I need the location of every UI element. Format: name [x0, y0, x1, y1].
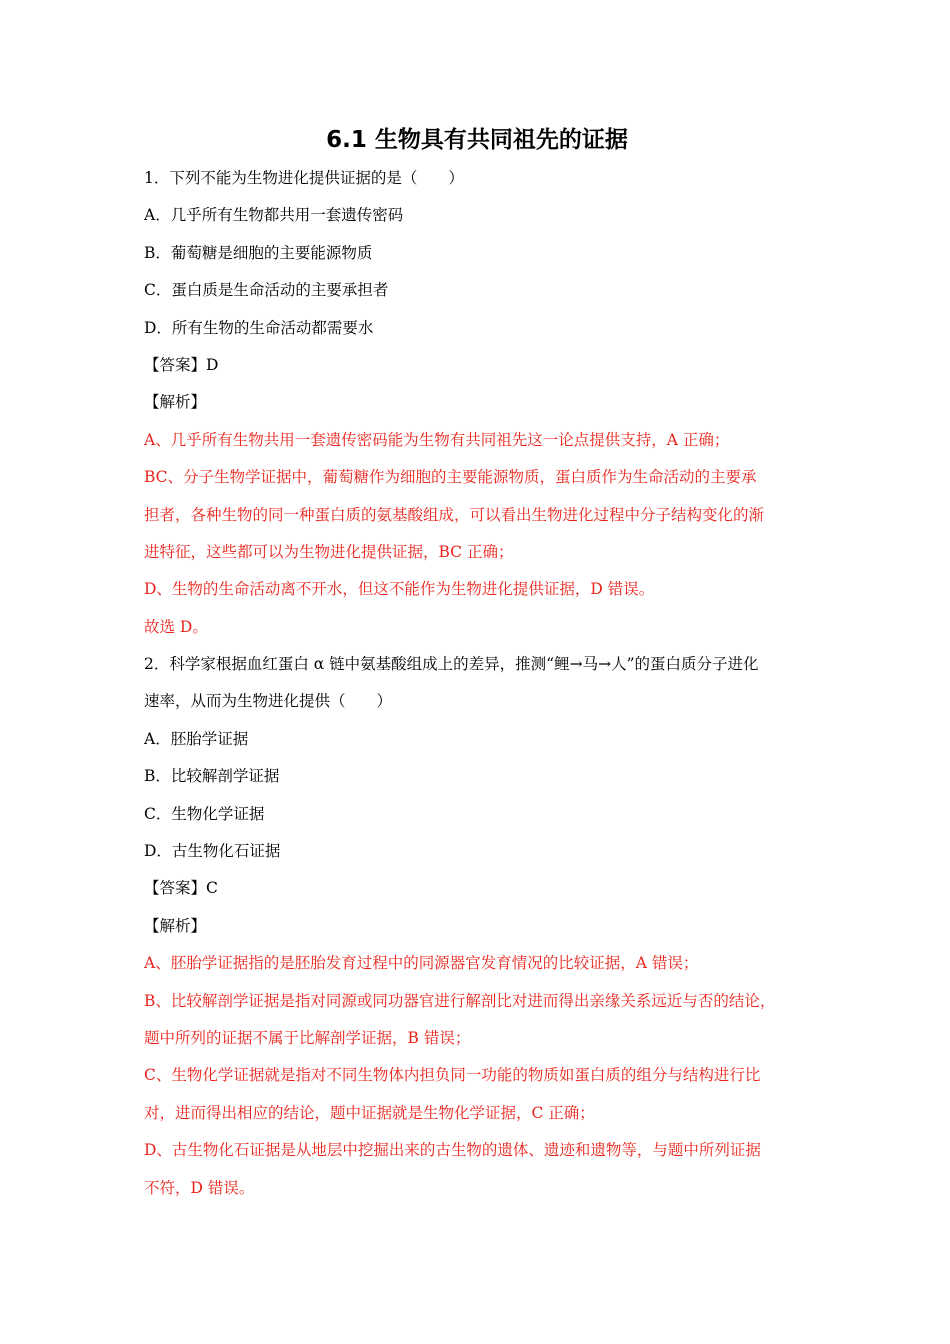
- analysis-line: D、古生物化石证据是从地层中挖掘出来的古生物的遗体、遗迹和遗物等，与题中所列证据: [144, 1141, 761, 1160]
- analysis-label: 【解析】: [144, 393, 207, 412]
- analysis-line: D、生物的生命活动离不开水，但这不能作为生物进化提供证据，D 错误。: [144, 580, 655, 599]
- question-stem: 速率，从而为生物进化提供（ ）: [144, 692, 393, 711]
- answer-label: 【答案】C: [144, 879, 218, 898]
- page-title: 6.1 生物具有共同祖先的证据: [326, 127, 628, 153]
- option-a: A．胚胎学证据: [144, 729, 249, 748]
- question-1: [144, 160, 810, 646]
- option-a: A．几乎所有生物都共用一套遗传密码: [144, 206, 404, 225]
- option-d: D．古生物化石证据: [144, 842, 281, 861]
- question-stem: 2．科学家根据血红蛋白 α 链中氨基酸组成上的差异，推测“鲤→马→人”的蛋白质分子进化: [144, 655, 759, 674]
- document-page: [144, 120, 810, 1207]
- option-c: C．生物化学证据: [144, 804, 265, 823]
- option-b: B．比较解剖学证据: [144, 767, 280, 786]
- option-d: D．所有生物的生命活动都需要水: [144, 318, 374, 337]
- analysis-line: 故选 D。: [144, 617, 208, 636]
- option-b: B．葡萄糖是细胞的主要能源物质: [144, 243, 373, 262]
- analysis-line: A、几乎所有生物共用一套遗传密码能为生物有共同祖先这一论点提供支持，A 正确；: [144, 430, 730, 449]
- answer-label: 【答案】D: [144, 355, 219, 374]
- question-2: [144, 646, 810, 1207]
- analysis-line: 对，进而得出相应的结论，题中证据就是生物化学证据，C 正确；: [144, 1103, 595, 1122]
- analysis-line: C、生物化学证据就是指对不同生物体内担负同一功能的物质如蛋白质的组分与结构进行比: [144, 1066, 761, 1085]
- analysis-line: 题中所列的证据不属于比解剖学证据，B 错误；: [144, 1028, 471, 1047]
- analysis-label: 【解析】: [144, 916, 207, 935]
- analysis-line: 进特征，这些都可以为生物进化提供证据，BC 正确；: [144, 542, 514, 561]
- analysis-line: 担者，各种生物的同一种蛋白质的氨基酸组成，可以看出生物进化过程中分子结构变化的渐: [144, 505, 765, 524]
- option-c: C．蛋白质是生命活动的主要承担者: [144, 281, 389, 300]
- analysis-line: BC、分子生物学证据中，葡萄糖作为细胞的主要能源物质，蛋白质作为生命活动的主要承: [144, 468, 757, 487]
- question-stem: 1．下列不能为生物进化提供证据的是（ ）: [144, 169, 464, 187]
- analysis-line: A、胚胎学证据指的是胚胎发育过程中的同源器官发育情况的比较证据，A 错误；: [144, 954, 699, 973]
- analysis-line: 不符，D 错误。: [144, 1178, 255, 1197]
- analysis-line: B、比较解剖学证据是指对同源或同功器官进行解剖比对进而得出亲缘关系远近与否的结论，: [144, 991, 776, 1010]
